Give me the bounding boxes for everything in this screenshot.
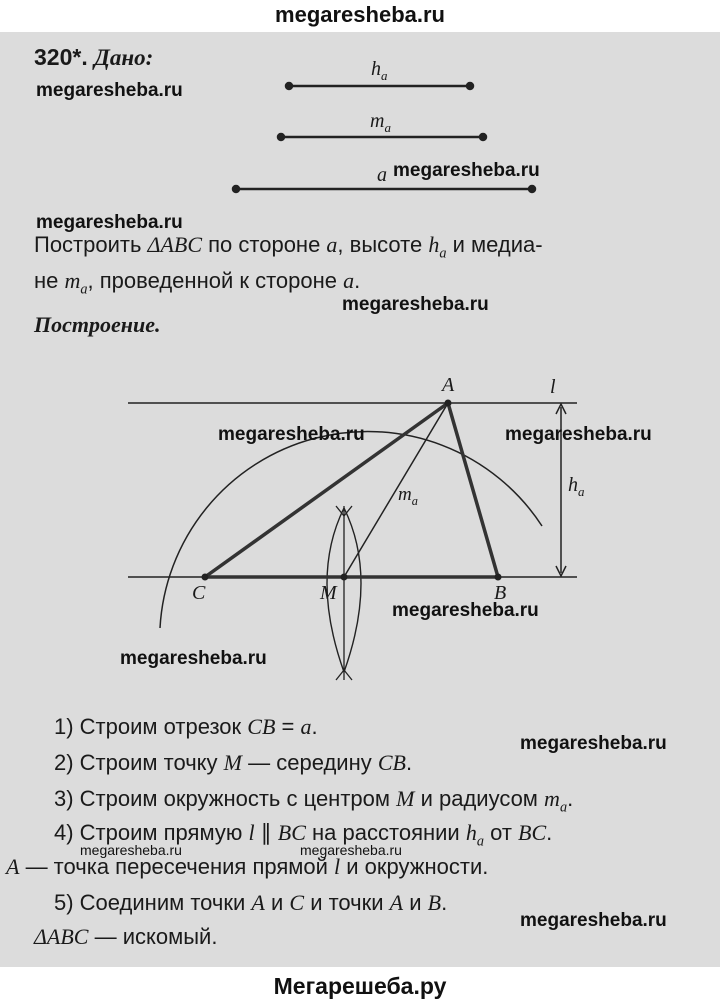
point-a (445, 400, 452, 407)
conclusion: ΔABC — искомый. (34, 924, 218, 949)
watermark: megaresheba.ru (392, 600, 539, 621)
label-point-m: M (320, 582, 337, 604)
step-4: 4) Строим прямую l ∥ BC на расстоянии $h_a$ от BC. (54, 820, 553, 850)
watermark: megaresheba.ru (393, 160, 540, 181)
step-1: 1) Строим отрезок CB = a. (54, 714, 318, 739)
statement-line-2: не $m_a$, проведенной к стороне a. (34, 268, 361, 298)
label-given-ha: $h_a$ (371, 58, 388, 83)
label-point-b: B (494, 582, 507, 604)
watermark: megaresheba.ru (520, 733, 667, 754)
label-height-ha: $h_a$ (568, 474, 585, 499)
statement-line-1: Построить ΔABC по стороне a, высоте $h_a$ и медиа- (34, 232, 543, 262)
label-given-ma: $m_a$ (370, 110, 391, 135)
watermark: megaresheba.ru (36, 80, 183, 101)
label-point-a: A (442, 374, 455, 396)
watermark: megaresheba.ru (80, 842, 182, 858)
step-5: 5) Соединим точки A и C и точки A и B. (54, 890, 448, 915)
watermark: megaresheba.ru (218, 424, 365, 445)
watermark: megaresheba.ru (300, 842, 402, 858)
bisector-arc-right (344, 508, 361, 672)
site-watermark-bottom: Мегарешеба.ру (0, 968, 720, 1004)
given-label: Дано: (94, 45, 154, 70)
watermark: megaresheba.ru (505, 424, 652, 445)
step-4-continued: A — точка пересечения прямой l и окружности. (6, 854, 489, 879)
watermark: megaresheba.ru (342, 294, 489, 315)
label-line-l: l (550, 376, 556, 398)
label-point-c: C (192, 582, 206, 604)
construction-title: Построение. (34, 312, 161, 337)
label-given-a: a (377, 164, 387, 186)
point-c (202, 574, 209, 581)
problem-number: 320*. (34, 44, 88, 70)
step-3: 3) Строим окружность с центром M и радиусом $m_a$. (54, 786, 574, 816)
side-ab (448, 403, 498, 577)
site-watermark-top: megaresheba.ru (0, 0, 720, 30)
label-median-ma: $m_a$ (398, 484, 418, 508)
point-b (495, 574, 502, 581)
point-m (341, 574, 348, 581)
watermark: megaresheba.ru (120, 648, 267, 669)
watermark: megaresheba.ru (520, 910, 667, 931)
step-2: 2) Строим точку M — середину CB. (54, 750, 413, 775)
watermark: megaresheba.ru (36, 212, 183, 233)
